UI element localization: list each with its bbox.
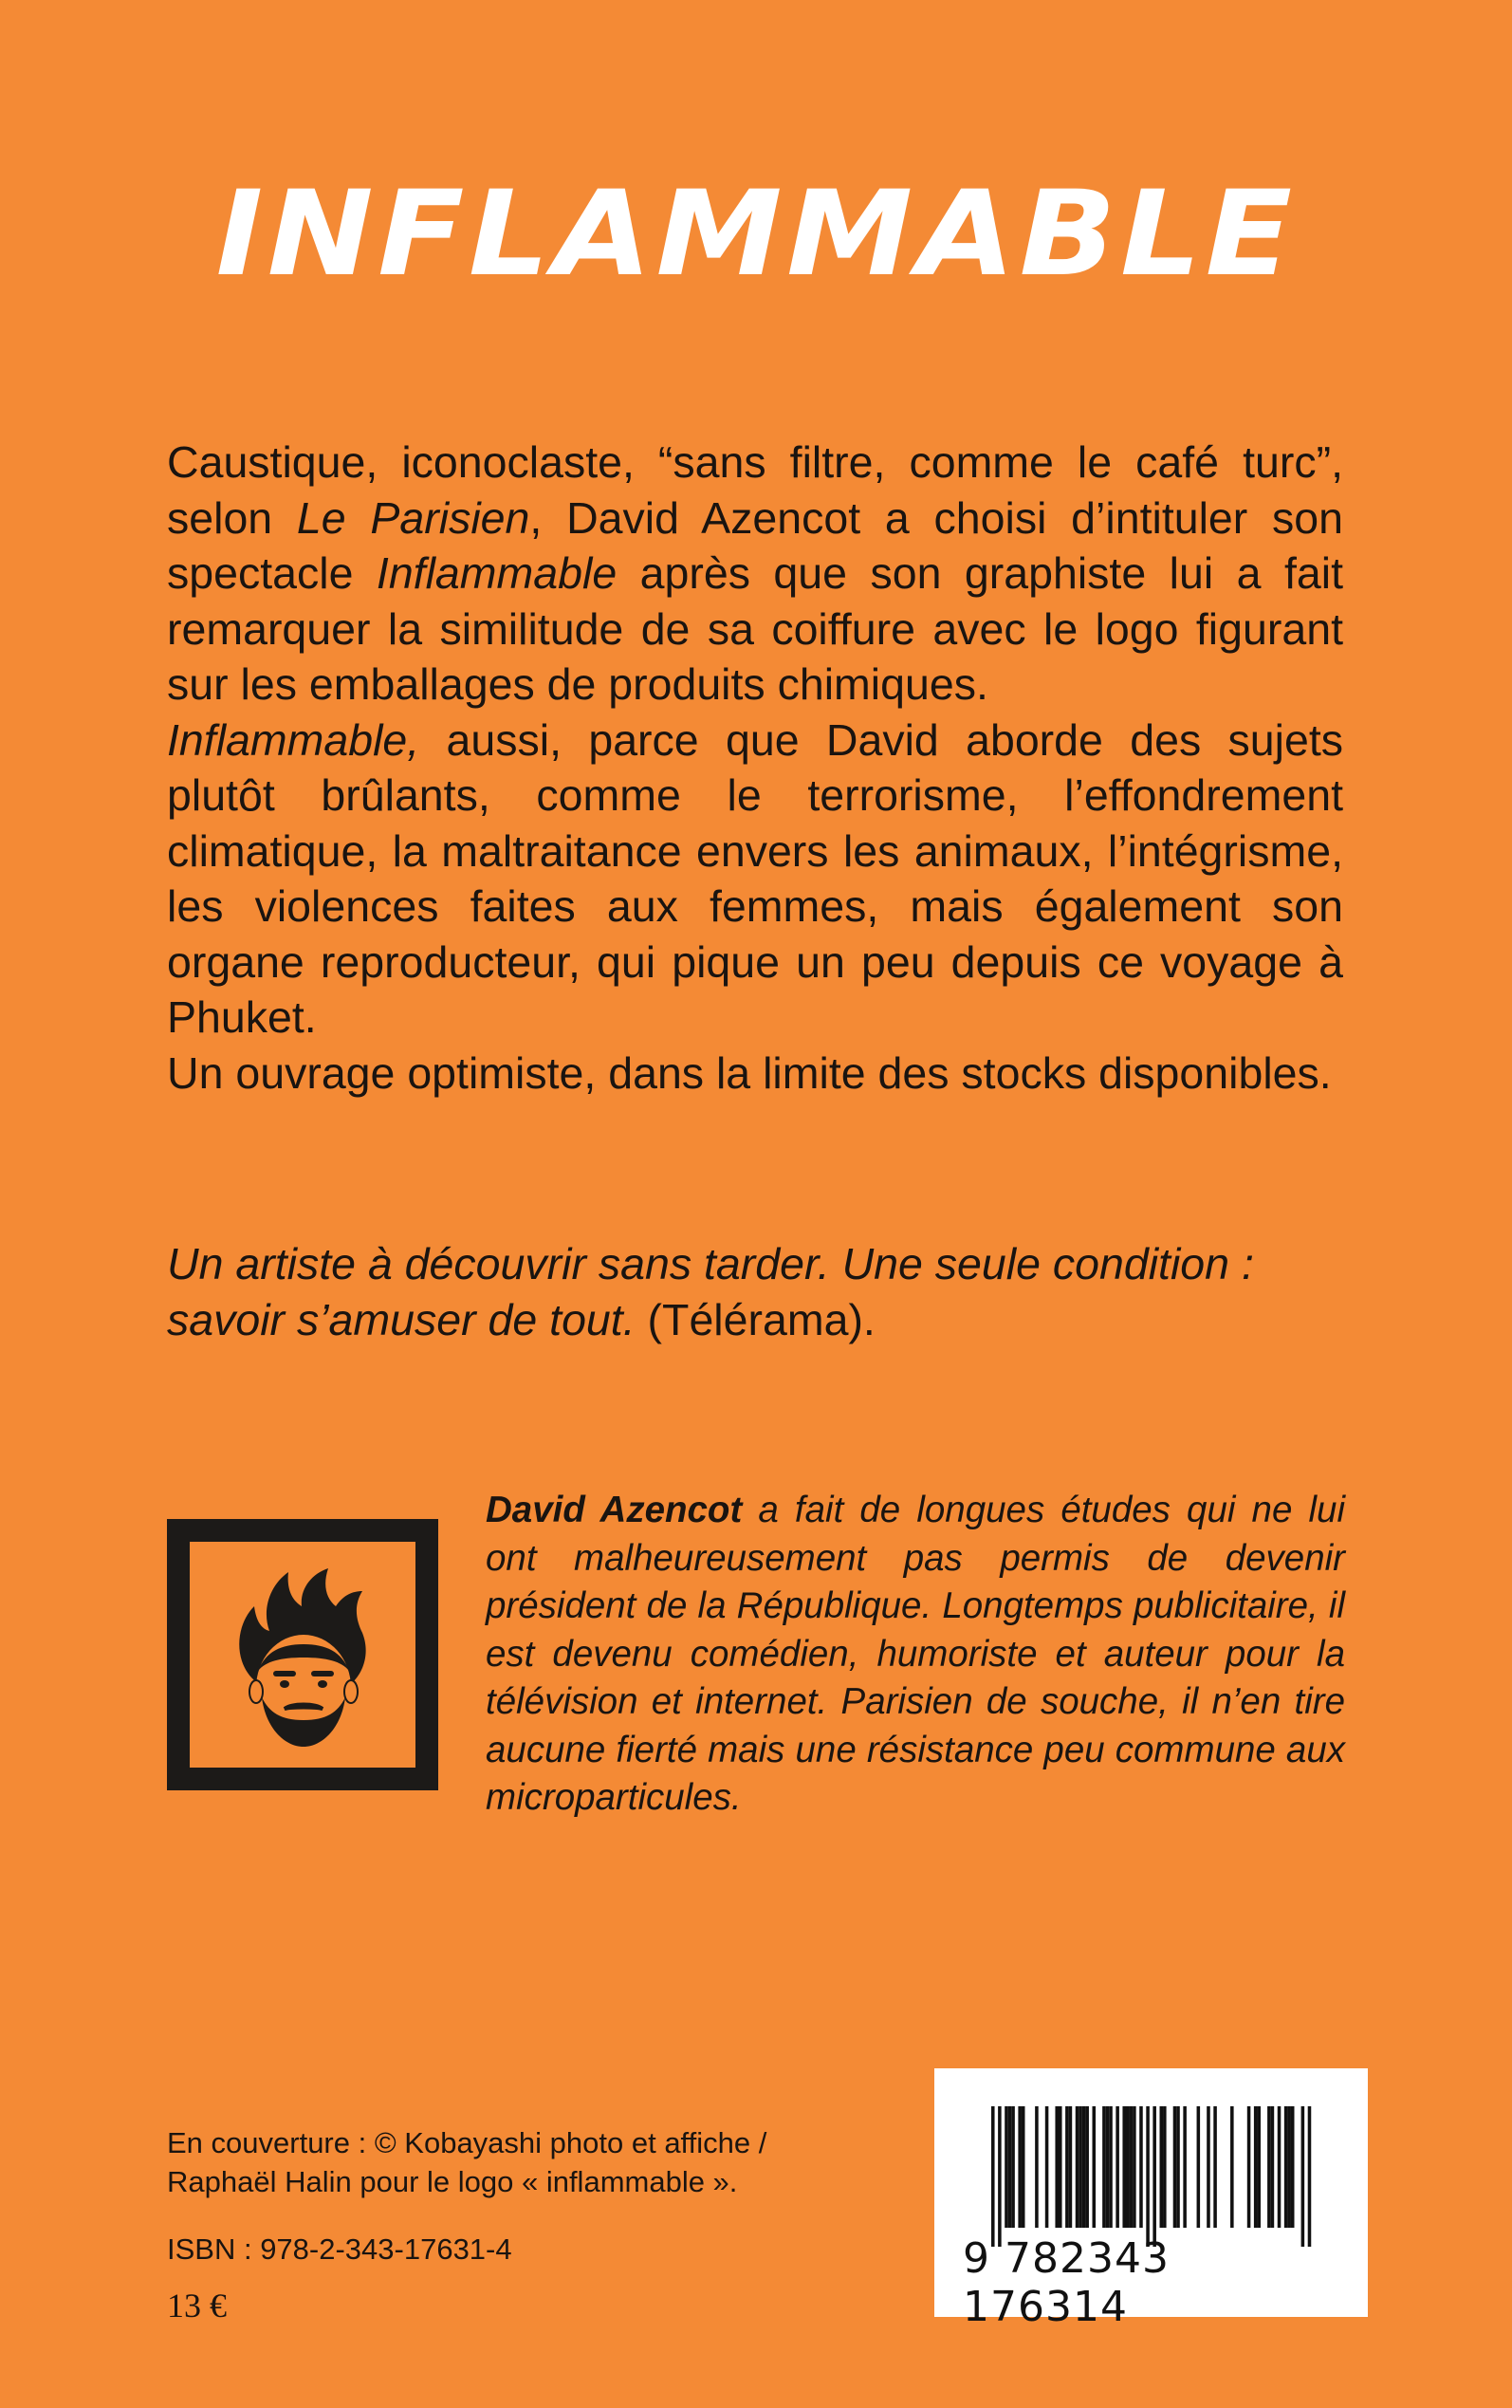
barcode-bar — [1022, 2106, 1025, 2228]
barcode-bar — [1109, 2106, 1113, 2228]
author-logo-image — [167, 1519, 438, 1790]
author-bio-text: a fait de longues études qui ne lui ont malheureusement pas permis de devenir président de la République. Longtemps publicitaire, il est devenu comédien, humoriste et auteur pour la télévision et internet. Parisien de souche, il n’en tire aucune fierté mais une résistance peu commune aux microparticules. — [486, 1490, 1345, 1818]
barcode-bar — [1122, 2106, 1126, 2228]
barcode-bar — [1284, 2106, 1288, 2228]
quote-source: (Télérama). — [635, 1294, 876, 1344]
barcode-bar — [1308, 2106, 1312, 2247]
barcode-bar — [1079, 2106, 1082, 2228]
barcode-bar — [1005, 2106, 1008, 2228]
barcode-bar — [1163, 2106, 1167, 2228]
isbn: ISBN : 978-2-343-17631-4 — [167, 2232, 512, 2266]
cover-credits: En couverture : © Kobayashi photo et affiche / Raphaël Halin pour le logo « inflammable ». — [167, 2126, 767, 2198]
barcode-bar — [1291, 2106, 1295, 2228]
barcode-bar — [1130, 2106, 1134, 2228]
barcode-bar — [998, 2106, 1002, 2247]
show-title: Inflammable — [376, 548, 618, 598]
author-name: David Azencot — [486, 1490, 743, 1530]
barcode-bar — [1085, 2106, 1089, 2228]
barcode-bar — [1267, 2106, 1271, 2228]
barcode-bar — [1152, 2106, 1156, 2247]
barcode-bar — [1173, 2106, 1177, 2228]
barcode-bar — [1102, 2106, 1106, 2228]
barcode-bar — [1207, 2106, 1210, 2228]
barcode-bar — [1008, 2106, 1012, 2228]
barcode-bar — [1055, 2106, 1059, 2228]
barcode-bar — [1093, 2106, 1097, 2228]
barcode-bar — [1065, 2106, 1069, 2228]
barcode-bar — [1247, 2106, 1251, 2228]
barcode-bar — [1139, 2106, 1143, 2228]
barcode — [934, 2068, 1368, 2331]
barcode-bar — [1035, 2106, 1039, 2228]
barcode-bar — [1045, 2106, 1049, 2228]
barcode-bar — [1271, 2106, 1275, 2228]
press-quote — [167, 1236, 1343, 1347]
barcode-bar — [1230, 2106, 1234, 2228]
barcode-bar — [1076, 2106, 1079, 2228]
quote-text: Un artiste à découvrir sans tarder. Une seule condition : savoir s’amuser de tout. — [167, 1239, 1254, 1344]
barcode-bar — [1176, 2106, 1180, 2228]
barcode-bar — [1257, 2106, 1261, 2228]
blurb-paragraph-1: Caustique, iconoclaste, “sans filtre, comme le café turc”, selon Le Parisien, David Azencot a choisi d’intituler son spectacle Inflammable après que son graphiste lui a fait remarquer la similitude de sa coiffure avec le logo figurant sur les emballages de produits chimiques. — [167, 437, 1343, 709]
blurb-paragraph-2: Inflammable, aussi, parce que David aborde des sujets plutôt brûlants, comme le terrorisme, l’effondrement climatique, la maltraitance envers les animaux, l’intégrisme, les violences faites aux femmes, mais également son organe reproducteur, qui pique un peu depuis ce voyage à Phuket. — [167, 714, 1343, 1042]
barcode-bar — [1183, 2106, 1187, 2228]
barcode-bar — [1126, 2106, 1130, 2228]
source-newspaper: Le Parisien — [296, 492, 530, 543]
blurb-paragraph-3: Un ouvrage optimiste, dans la limite des stocks disponibles. — [167, 1047, 1332, 1098]
barcode-bar — [1011, 2106, 1015, 2228]
barcode-bar — [1197, 2106, 1201, 2228]
barcode-bar — [1146, 2106, 1150, 2247]
price: 13 € — [167, 2287, 227, 2325]
barcode-digits: 9 782343 176314 — [963, 2234, 1170, 2331]
barcode-bar — [1106, 2106, 1110, 2228]
barcode-bar — [991, 2106, 995, 2247]
flame-head-icon — [167, 1519, 438, 1790]
barcode-bar — [1133, 2106, 1136, 2228]
book-title: INFLAMMABLE — [215, 166, 1297, 303]
barcode-bar — [1278, 2106, 1282, 2228]
barcode-bar — [1213, 2106, 1217, 2228]
barcode-bar — [1018, 2106, 1022, 2228]
barcode-bar — [1082, 2106, 1086, 2228]
barcode-bar — [1301, 2106, 1305, 2247]
barcode-bar — [1116, 2106, 1119, 2228]
barcode-bar — [1160, 2106, 1164, 2228]
barcode-bar — [1254, 2106, 1258, 2228]
barcode-bar — [1059, 2106, 1062, 2228]
author-bio — [486, 1487, 1345, 1823]
barcode-bar — [1287, 2106, 1291, 2228]
show-title: Inflammable, — [167, 714, 420, 765]
back-cover-blurb — [167, 435, 1343, 1101]
barcode-bar — [1069, 2106, 1073, 2228]
